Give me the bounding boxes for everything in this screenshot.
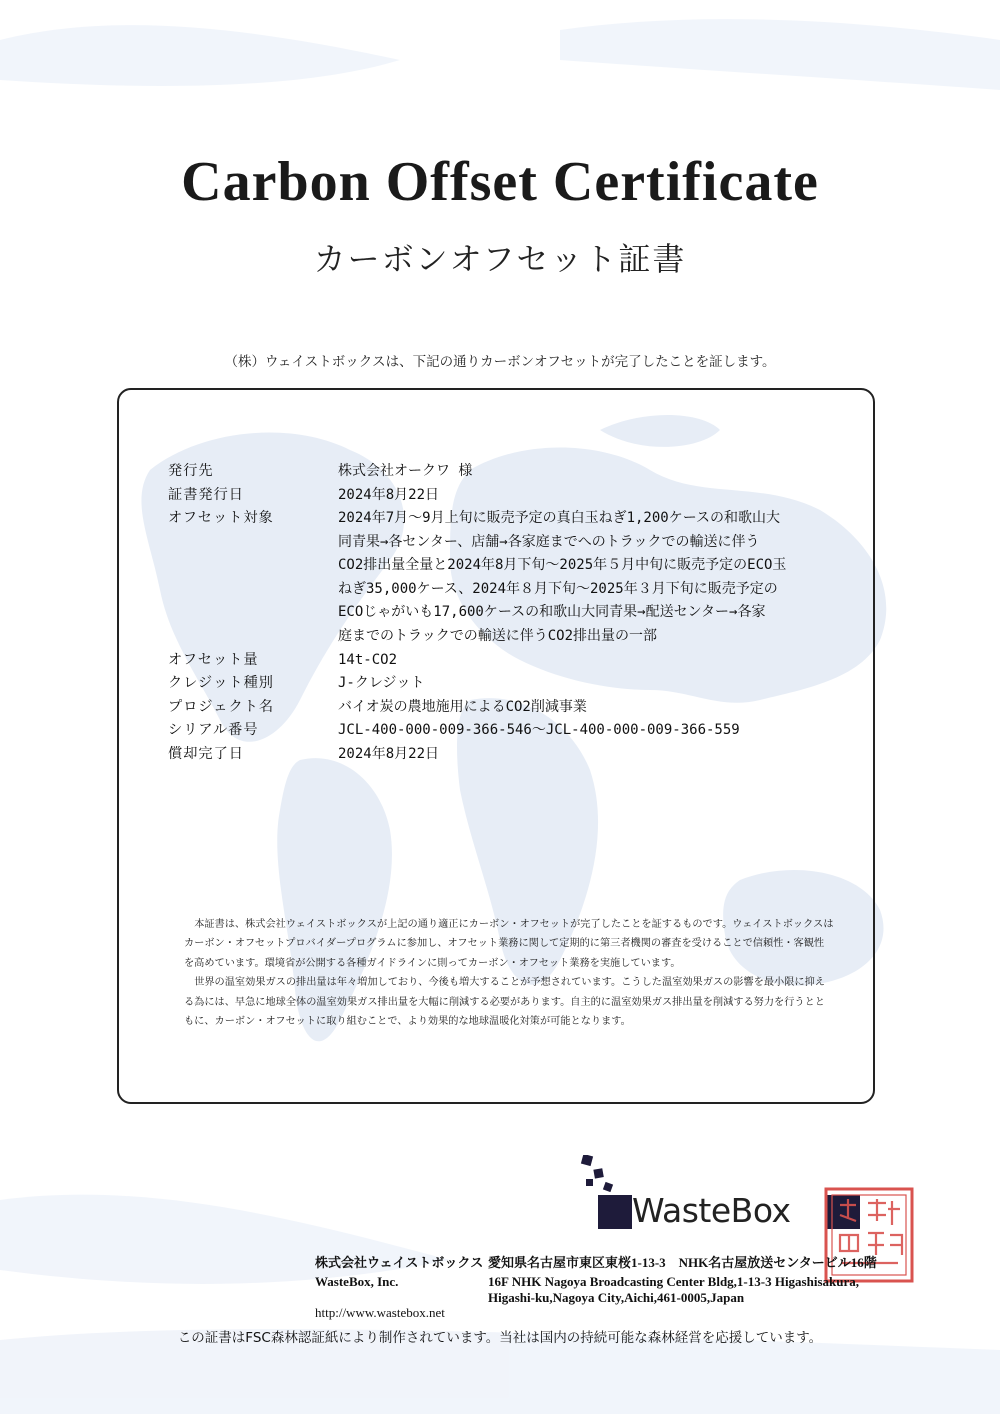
notes-paragraph-2: 世界の温室効果ガスの排出量は年々増加しており、今後も増大することが予想されています。こうした温室効果ガスの影響を最小限に抑える為には、早急に地球全体の温室効果ガス排出量を大幅に削減する必要があります。自主的に温室効果ガス排出量を削減する努力を行うとともに、カーボン・オフセットに取り組むことで、より効果的な地球温暖化対策が可能となります。 (184, 977, 825, 1028)
field-label: 発行先 (168, 463, 214, 479)
field-label: プロジェクト名 (168, 698, 275, 715)
field-label: オフセット対象 (168, 510, 274, 526)
field-label: シリアル番号 (168, 722, 259, 739)
issuer-url-link[interactable]: http://www.wastebox.net (315, 1305, 445, 1320)
issuer-name-en: WasteBox, Inc. (315, 1274, 399, 1289)
footer-note: この証書はFSC森林認証紙により制作されています。当社は国内の持続可能な森林経営を応援しています。 (177, 1330, 823, 1346)
field-value: 14t-CO2 (338, 651, 398, 668)
field-label: オフセット量 (168, 651, 259, 668)
field-issue-date (168, 484, 868, 508)
certificate-fields (168, 460, 868, 766)
issuer-address-en: 16F NHK Nagoya Broadcasting Center Bldg,1-13-3 Higashisakura, Higashi-ku,Nagoya City,Aichi,461-0005,Japan (488, 1274, 860, 1305)
field-label: 償却完了日 (168, 745, 244, 762)
certificate-notes (184, 915, 834, 1031)
certificate-intro: （株）ウェイストボックスは、下記の通りカーボンオフセットが完了したことを証します。 (224, 354, 776, 370)
field-label: クレジット種別 (168, 675, 274, 692)
field-recipient (168, 460, 868, 484)
field-value: 2024年8月22日 (338, 486, 440, 503)
field-serial-number (168, 719, 868, 743)
field-offset-amount (168, 649, 868, 673)
field-label: 証書発行日 (168, 486, 244, 503)
field-project-name (168, 696, 868, 720)
field-value: J-クレジット (338, 675, 425, 692)
field-value: 2024年7月～9月上旬に販売予定の真白玉ねぎ1,200ケースの和歌山大 同青果→各センター、店舗→各家庭までへのトラックでの輸送に伴う CO2排出量全量と2024年8月下旬～2025年５月中旬に販売予定のECO玉 ねぎ35,000ケース、2024年８月下旬～2025年３月下旬に販売予定の ECOじゃがいも17,600ケースの和歌山大同青果→配送センター→各家 庭までのトラックでの輸送に伴うCO2排出量の一部 (338, 510, 787, 644)
certificate-title-jp: カーボンオフセット証書 (313, 240, 687, 278)
issuer-name-jp: 株式会社ウェイストボックス (315, 1255, 484, 1270)
field-retirement-date (168, 743, 868, 767)
field-offset-target (168, 507, 868, 649)
field-credit-type (168, 672, 868, 696)
notes-paragraph-1: 本証書は、株式会社ウェイストボックスが上記の通り適正にカーボン・オフセットが完了したことを証するものです。ウェイストボックスはカーボン・オフセットプロバイダープログラムに参加し、オフセット業務に関して定期的に第三者機関の審査を受けることで信頼性・客観性を高めています。環境省が公開する各種ガイドラインに則ってカーボン・オフセット業務を実施しています。 (184, 919, 834, 969)
issuer-address-jp: 愛知県名古屋市東区東桜1-13-3 NHK名古屋放送センタービル16階 (488, 1255, 877, 1270)
field-value: バイオ炭の農地施用によるCO2削減事業 (338, 698, 587, 715)
field-value: 株式会社オークワ 様 (338, 463, 473, 479)
field-value: JCL-400-000-009-366-546～JCL-400-000-009-366-559 (338, 722, 740, 739)
wastebox-logo-text: WasteBox (632, 1191, 791, 1230)
certificate-title-en: Carbon Offset Certificate (181, 151, 819, 213)
field-value: 2024年8月22日 (338, 745, 440, 762)
